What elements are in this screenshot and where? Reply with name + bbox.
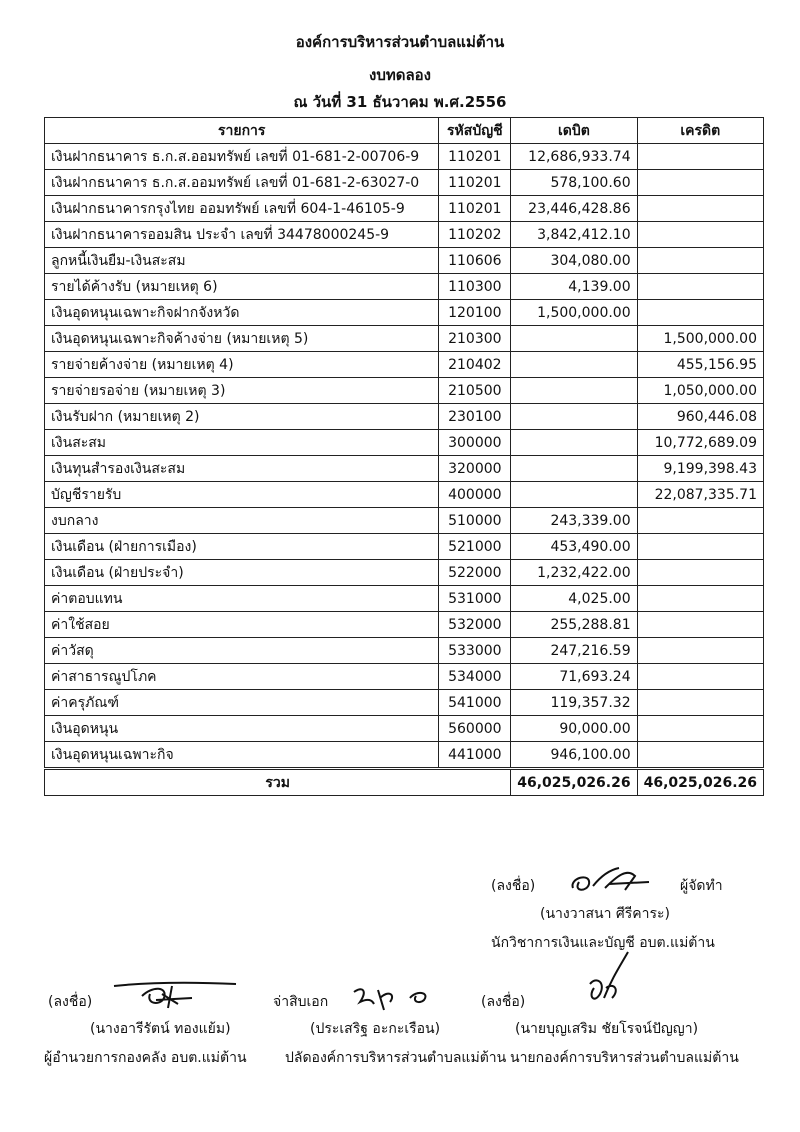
table-body <box>45 144 764 769</box>
table-row <box>45 430 764 456</box>
director-name: (นางอารีรัตน์ ทองแย้ม) <box>90 1021 231 1037</box>
director-signature <box>112 978 242 1014</box>
debit-value: 119,357.32 <box>511 690 637 716</box>
credit-value <box>637 196 763 222</box>
credit-value <box>637 690 763 716</box>
mayor-sign-label: (ลงชื่อ) <box>481 994 526 1010</box>
table-row <box>45 534 764 560</box>
account-code: 510000 <box>439 508 511 534</box>
item-name: เงินทุนสำรองเงินสะสม <box>45 456 439 482</box>
trial-balance-table <box>44 117 764 796</box>
account-code: 210402 <box>439 352 511 378</box>
debit-value: 3,842,412.10 <box>511 222 637 248</box>
debit-value <box>511 430 637 456</box>
debit-value <box>511 378 637 404</box>
debit-value <box>511 456 637 482</box>
debit-value <box>511 482 637 508</box>
preparer-sign-label: (ลงชื่อ) <box>491 878 536 894</box>
clerk-rank: จ่าสิบเอก <box>273 994 329 1010</box>
table-row <box>45 196 764 222</box>
debit-value: 23,446,428.86 <box>511 196 637 222</box>
table-row <box>45 326 764 352</box>
table-row <box>45 300 764 326</box>
item-name: ค่าใช้สอย <box>45 612 439 638</box>
credit-value <box>637 170 763 196</box>
credit-value: 1,050,000.00 <box>637 378 763 404</box>
account-code: 531000 <box>439 586 511 612</box>
total-row <box>45 769 764 796</box>
credit-value <box>637 560 763 586</box>
table-row <box>45 378 764 404</box>
credit-value <box>637 248 763 274</box>
item-name: รายจ่ายค้างจ่าย (หมายเหตุ 4) <box>45 352 439 378</box>
total-label: รวม <box>45 769 511 796</box>
debit-value: 71,693.24 <box>511 664 637 690</box>
account-code: 120100 <box>439 300 511 326</box>
debit-value: 243,339.00 <box>511 508 637 534</box>
item-name: ค่าตอบแทน <box>45 586 439 612</box>
organization-title: องค์การบริหารส่วนตำบลแม่ต้าน <box>295 33 505 51</box>
account-code: 110201 <box>439 196 511 222</box>
clerk-signature <box>350 980 440 1014</box>
account-code: 110201 <box>439 144 511 170</box>
table-row <box>45 274 764 300</box>
item-name: บัญชีรายรับ <box>45 482 439 508</box>
credit-value <box>637 716 763 742</box>
credit-value: 22,087,335.71 <box>637 482 763 508</box>
table-row <box>45 248 764 274</box>
mayor-signature <box>580 948 640 1012</box>
item-name: เงินรับฝาก (หมายเหตุ 2) <box>45 404 439 430</box>
account-code: 534000 <box>439 664 511 690</box>
item-name: เงินอุดหนุน <box>45 716 439 742</box>
clerk-name: (ประเสริฐ อะกะเรือน) <box>310 1021 441 1037</box>
account-code: 400000 <box>439 482 511 508</box>
account-code: 210500 <box>439 378 511 404</box>
debit-value: 304,080.00 <box>511 248 637 274</box>
table-header-row <box>45 118 764 144</box>
preparer-name: (นางวาสนา ศีรีคาระ) <box>540 906 671 922</box>
debit-value: 946,100.00 <box>511 742 637 769</box>
total-debit: 46,025,026.26 <box>511 769 637 796</box>
debit-value: 1,500,000.00 <box>511 300 637 326</box>
credit-value <box>637 638 763 664</box>
account-code: 560000 <box>439 716 511 742</box>
credit-value: 1,500,000.00 <box>637 326 763 352</box>
debit-value: 4,139.00 <box>511 274 637 300</box>
credit-value <box>637 274 763 300</box>
debit-value: 90,000.00 <box>511 716 637 742</box>
debit-value: 4,025.00 <box>511 586 637 612</box>
table-row <box>45 690 764 716</box>
mayor-name: (นายบุญเสริม ชัยโรจน์ปัญญา) <box>515 1021 699 1037</box>
credit-value: 960,446.08 <box>637 404 763 430</box>
credit-value <box>637 222 763 248</box>
column-header-account-code: รหัสบัญชี <box>439 118 511 144</box>
debit-value: 247,216.59 <box>511 638 637 664</box>
credit-value <box>637 508 763 534</box>
item-name: เงินอุดหนุนเฉพาะกิจ <box>45 742 439 769</box>
director-sign-label: (ลงชื่อ) <box>48 994 93 1010</box>
document-subtitle: งบทดลอง <box>369 66 431 84</box>
total-credit: 46,025,026.26 <box>637 769 763 796</box>
item-name: เงินฝากธนาคาร ธ.ก.ส.ออมทรัพย์ เลขที่ 01-681-2-00706-9 <box>45 144 439 170</box>
account-code: 441000 <box>439 742 511 769</box>
table-row <box>45 612 764 638</box>
table-row <box>45 170 764 196</box>
table-row <box>45 352 764 378</box>
item-name: เงินสะสม <box>45 430 439 456</box>
item-name: เงินอุดหนุนเฉพาะกิจฝากจังหวัด <box>45 300 439 326</box>
item-name: ค่าครุภัณฑ์ <box>45 690 439 716</box>
credit-value <box>637 612 763 638</box>
director-position: ผู้อำนวยการกองคลัง อบต.แม่ต้าน <box>44 1050 247 1066</box>
preparer-signature <box>565 862 665 900</box>
credit-value: 9,199,398.43 <box>637 456 763 482</box>
debit-value: 1,232,422.00 <box>511 560 637 586</box>
account-code: 522000 <box>439 560 511 586</box>
preparer-position: นักวิชาการเงินและบัญชี อบต.แม่ต้าน <box>491 935 715 951</box>
credit-value <box>637 586 763 612</box>
column-header-item: รายการ <box>45 118 439 144</box>
account-code: 521000 <box>439 534 511 560</box>
account-code: 300000 <box>439 430 511 456</box>
account-code: 230100 <box>439 404 511 430</box>
item-name: เงินอุดหนุนเฉพาะกิจค้างจ่าย (หมายเหตุ 5) <box>45 326 439 352</box>
table-row <box>45 456 764 482</box>
preparer-role: ผู้จัดทำ <box>680 878 723 894</box>
table-row <box>45 586 764 612</box>
credit-value <box>637 300 763 326</box>
item-name: ลูกหนี้เงินยืม-เงินสะสม <box>45 248 439 274</box>
debit-value: 12,686,933.74 <box>511 144 637 170</box>
table-row <box>45 404 764 430</box>
credit-value <box>637 534 763 560</box>
item-name: เงินเดือน (ฝ่ายการเมือง) <box>45 534 439 560</box>
table-row <box>45 560 764 586</box>
item-name: เงินฝากธนาคารออมสิน ประจำ เลขที่ 34478000245-9 <box>45 222 439 248</box>
account-code: 541000 <box>439 690 511 716</box>
clerk-position: ปลัดองค์การบริหารส่วนตำบลแม่ต้าน <box>285 1050 507 1066</box>
credit-value: 455,156.95 <box>637 352 763 378</box>
account-code: 533000 <box>439 638 511 664</box>
item-name: รายได้ค้างรับ (หมายเหตุ 6) <box>45 274 439 300</box>
account-code: 110606 <box>439 248 511 274</box>
column-header-credit: เครดิต <box>637 118 763 144</box>
credit-value <box>637 144 763 170</box>
credit-value <box>637 742 763 769</box>
item-name: เงินฝากธนาคารกรุงไทย ออมทรัพย์ เลขที่ 604-1-46105-9 <box>45 196 439 222</box>
table-row <box>45 664 764 690</box>
debit-value: 255,288.81 <box>511 612 637 638</box>
item-name: ค่าวัสดุ <box>45 638 439 664</box>
debit-value: 578,100.60 <box>511 170 637 196</box>
account-code: 532000 <box>439 612 511 638</box>
column-header-debit: เดบิต <box>511 118 637 144</box>
table-row <box>45 638 764 664</box>
debit-value <box>511 352 637 378</box>
debit-value <box>511 404 637 430</box>
account-code: 210300 <box>439 326 511 352</box>
account-code: 110202 <box>439 222 511 248</box>
item-name: ค่าสาธารณูปโภค <box>45 664 439 690</box>
table-row <box>45 742 764 769</box>
table-row <box>45 482 764 508</box>
table-row <box>45 144 764 170</box>
table-row <box>45 222 764 248</box>
item-name: รายจ่ายรอจ่าย (หมายเหตุ 3) <box>45 378 439 404</box>
document-date: ณ วันที่ 31 ธันวาคม พ.ศ.2556 <box>293 93 507 111</box>
credit-value <box>637 664 763 690</box>
item-name: เงินฝากธนาคาร ธ.ก.ส.ออมทรัพย์ เลขที่ 01-681-2-63027-0 <box>45 170 439 196</box>
debit-value <box>511 326 637 352</box>
mayor-position: นายกองค์การบริหารส่วนตำบลแม่ต้าน <box>510 1050 739 1066</box>
item-name: เงินเดือน (ฝ่ายประจำ) <box>45 560 439 586</box>
account-code: 110300 <box>439 274 511 300</box>
debit-value: 453,490.00 <box>511 534 637 560</box>
table-row <box>45 508 764 534</box>
account-code: 320000 <box>439 456 511 482</box>
account-code: 110201 <box>439 170 511 196</box>
table-row <box>45 716 764 742</box>
credit-value: 10,772,689.09 <box>637 430 763 456</box>
item-name: งบกลาง <box>45 508 439 534</box>
